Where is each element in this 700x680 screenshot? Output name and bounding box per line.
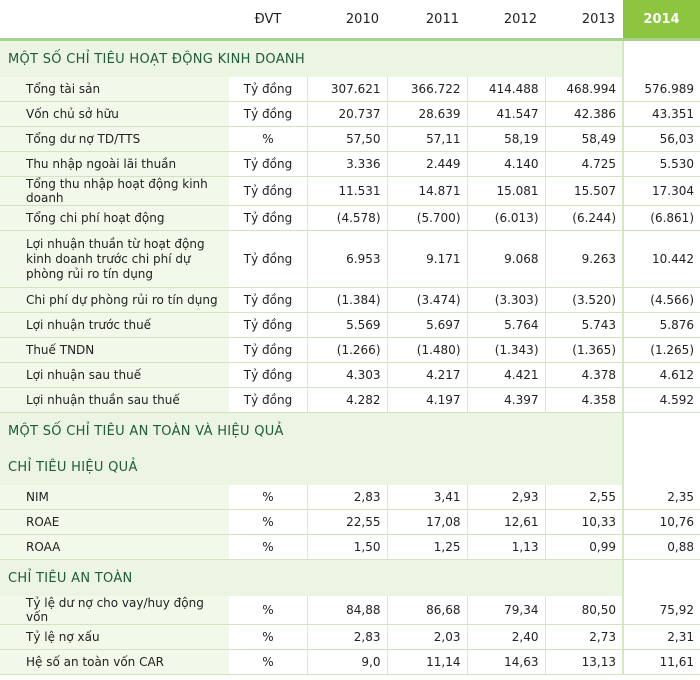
row-value: 17,08 [387,510,467,535]
row-value: 9.068 [467,231,545,288]
row-value: 4.303 [307,363,387,388]
row-value: 15.081 [467,177,545,206]
header-year: 2012 [467,0,545,40]
section-header [0,413,700,450]
row-label: Tổng chi phí hoạt động [0,206,229,231]
row-value: 57,11 [387,127,467,152]
row-value: 5.764 [467,313,545,338]
row-unit: Tỷ đồng [229,338,307,363]
table-row [0,363,700,388]
row-value: 2,03 [387,625,467,650]
row-label: Hệ số an toàn vốn CAR [0,650,229,675]
row-value: 4.358 [545,388,623,413]
row-value: 20.737 [307,102,387,127]
row-value: 0,99 [545,535,623,560]
row-value-highlight: 576.989 [623,77,700,102]
row-value: (5.700) [387,206,467,231]
row-value: 414.488 [467,77,545,102]
row-value-highlight: 4.612 [623,363,700,388]
row-value-highlight: 2,31 [623,625,700,650]
table-row [0,535,700,560]
row-value: 12,61 [467,510,545,535]
row-value-highlight: 10.442 [623,231,700,288]
row-label: Chi phí dự phòng rủi ro tín dụng [0,288,229,313]
table-row [0,127,700,152]
row-value-highlight: 11,61 [623,650,700,675]
row-value: 5.697 [387,313,467,338]
row-value: 2,73 [545,625,623,650]
section-highlight-cell [623,413,700,450]
row-value: 2,93 [467,485,545,510]
row-label: Thu nhập ngoài lãi thuần [0,152,229,177]
table-row [0,338,700,363]
row-value-highlight: 56,03 [623,127,700,152]
row-label: Lợi nhuận thuần từ hoạt động kinh doanh trước chi phí dự phòng rủi ro tín dụng [0,231,229,288]
row-value: 80,50 [545,596,623,625]
table-row [0,77,700,102]
row-value: 4.140 [467,152,545,177]
row-value: 1,13 [467,535,545,560]
row-value: 4.725 [545,152,623,177]
row-value: 84,88 [307,596,387,625]
section-highlight-cell [623,40,700,78]
row-value: 13,13 [545,650,623,675]
row-unit: Tỷ đồng [229,77,307,102]
row-value: 4.197 [387,388,467,413]
row-value-highlight: 5.876 [623,313,700,338]
row-value: (1.365) [545,338,623,363]
table-row [0,152,700,177]
header-row [0,0,700,40]
row-value: 79,34 [467,596,545,625]
row-label: Tỷ lệ nợ xấu [0,625,229,650]
row-value-highlight: 75,92 [623,596,700,625]
row-value: 1,50 [307,535,387,560]
row-value: (4.578) [307,206,387,231]
row-value: (3.303) [467,288,545,313]
row-value: 15.507 [545,177,623,206]
row-label: NIM [0,485,229,510]
row-unit: Tỷ đồng [229,231,307,288]
section-highlight-cell [623,449,700,485]
row-value: (3.474) [387,288,467,313]
row-value: 307.621 [307,77,387,102]
header-year-highlight: 2014 [623,0,700,40]
row-value: 14,63 [467,650,545,675]
row-label: Tỷ lệ dư nợ cho vay/huy động vốn [0,596,229,625]
row-unit: Tỷ đồng [229,288,307,313]
row-value: 5.569 [307,313,387,338]
row-label: Lợi nhuận sau thuế [0,363,229,388]
table-row [0,510,700,535]
table-row [0,177,700,206]
row-label: Tổng dư nợ TD/TTS [0,127,229,152]
table-row [0,206,700,231]
row-unit: % [229,535,307,560]
row-value: 11.531 [307,177,387,206]
row-value: (6.244) [545,206,623,231]
row-value-highlight: 10,76 [623,510,700,535]
row-value-highlight: 0,88 [623,535,700,560]
row-value-highlight: 5.530 [623,152,700,177]
table-row [0,625,700,650]
section-title: CHỈ TIÊU HIỆU QUẢ [0,449,623,485]
row-value: 22,55 [307,510,387,535]
row-unit: % [229,485,307,510]
row-value: 5.743 [545,313,623,338]
row-value: 2,83 [307,485,387,510]
row-unit: Tỷ đồng [229,152,307,177]
row-unit: % [229,127,307,152]
row-value: 2.449 [387,152,467,177]
row-value: (1.384) [307,288,387,313]
row-label: Lợi nhuận thuần sau thuế [0,388,229,413]
row-value: 28.639 [387,102,467,127]
row-value: 4.421 [467,363,545,388]
row-value-highlight: 17.304 [623,177,700,206]
table-row [0,485,700,510]
row-value: (1.343) [467,338,545,363]
section-title: MỘT SỐ CHỈ TIÊU AN TOÀN VÀ HIỆU QUẢ [0,413,623,450]
row-value: (1.480) [387,338,467,363]
row-value-highlight: 2,35 [623,485,700,510]
row-value: (3.520) [545,288,623,313]
row-value: 3.336 [307,152,387,177]
table-row [0,650,700,675]
row-label: Thuế TNDN [0,338,229,363]
row-label: Lợi nhuận trước thuế [0,313,229,338]
row-unit: Tỷ đồng [229,177,307,206]
row-value-highlight: (1.265) [623,338,700,363]
row-value: 366.722 [387,77,467,102]
row-value: 4.397 [467,388,545,413]
header-blank [0,0,229,40]
row-value: 86,68 [387,596,467,625]
row-value: 10,33 [545,510,623,535]
section-header [0,560,700,597]
section-title: CHỈ TIÊU AN TOÀN [0,560,623,597]
header-year: 2010 [307,0,387,40]
row-unit: Tỷ đồng [229,206,307,231]
row-unit: Tỷ đồng [229,363,307,388]
row-value: 57,50 [307,127,387,152]
row-value: 14.871 [387,177,467,206]
row-unit: % [229,625,307,650]
table-row [0,102,700,127]
section-highlight-cell [623,560,700,597]
row-value: (1.266) [307,338,387,363]
row-unit: % [229,596,307,625]
row-label: Tổng tài sản [0,77,229,102]
row-value: 2,40 [467,625,545,650]
table-row [0,313,700,338]
row-unit: Tỷ đồng [229,102,307,127]
row-label: ROAA [0,535,229,560]
row-value: 6.953 [307,231,387,288]
row-value: 4.282 [307,388,387,413]
row-value: (6.013) [467,206,545,231]
row-label: ROAE [0,510,229,535]
table-row [0,388,700,413]
table-row [0,231,700,288]
row-unit: Tỷ đồng [229,388,307,413]
table-row [0,596,700,625]
row-value: 4.217 [387,363,467,388]
row-value-highlight: 43.351 [623,102,700,127]
row-value: 41.547 [467,102,545,127]
row-value: 9,0 [307,650,387,675]
row-unit: % [229,510,307,535]
row-value: 4.378 [545,363,623,388]
table-row [0,288,700,313]
row-label: Vốn chủ sở hữu [0,102,229,127]
row-value-highlight: 4.592 [623,388,700,413]
row-value: 2,83 [307,625,387,650]
header-unit: ĐVT [229,0,307,40]
section-title: MỘT SỐ CHỈ TIÊU HOẠT ĐỘNG KINH DOANH [0,40,623,78]
row-value: 468.994 [545,77,623,102]
header-year: 2011 [387,0,467,40]
row-label: Tổng thu nhập hoạt động kinh doanh [0,177,229,206]
row-value-highlight: (6.861) [623,206,700,231]
header-year: 2013 [545,0,623,40]
row-unit: Tỷ đồng [229,313,307,338]
row-value: 1,25 [387,535,467,560]
row-value: 9.171 [387,231,467,288]
row-value: 9.263 [545,231,623,288]
row-value: 42.386 [545,102,623,127]
row-value: 2,55 [545,485,623,510]
row-value: 58,49 [545,127,623,152]
row-unit: % [229,650,307,675]
section-header [0,449,700,485]
row-value: 3,41 [387,485,467,510]
row-value: 58,19 [467,127,545,152]
section-header [0,40,700,78]
row-value: 11,14 [387,650,467,675]
row-value-highlight: (4.566) [623,288,700,313]
